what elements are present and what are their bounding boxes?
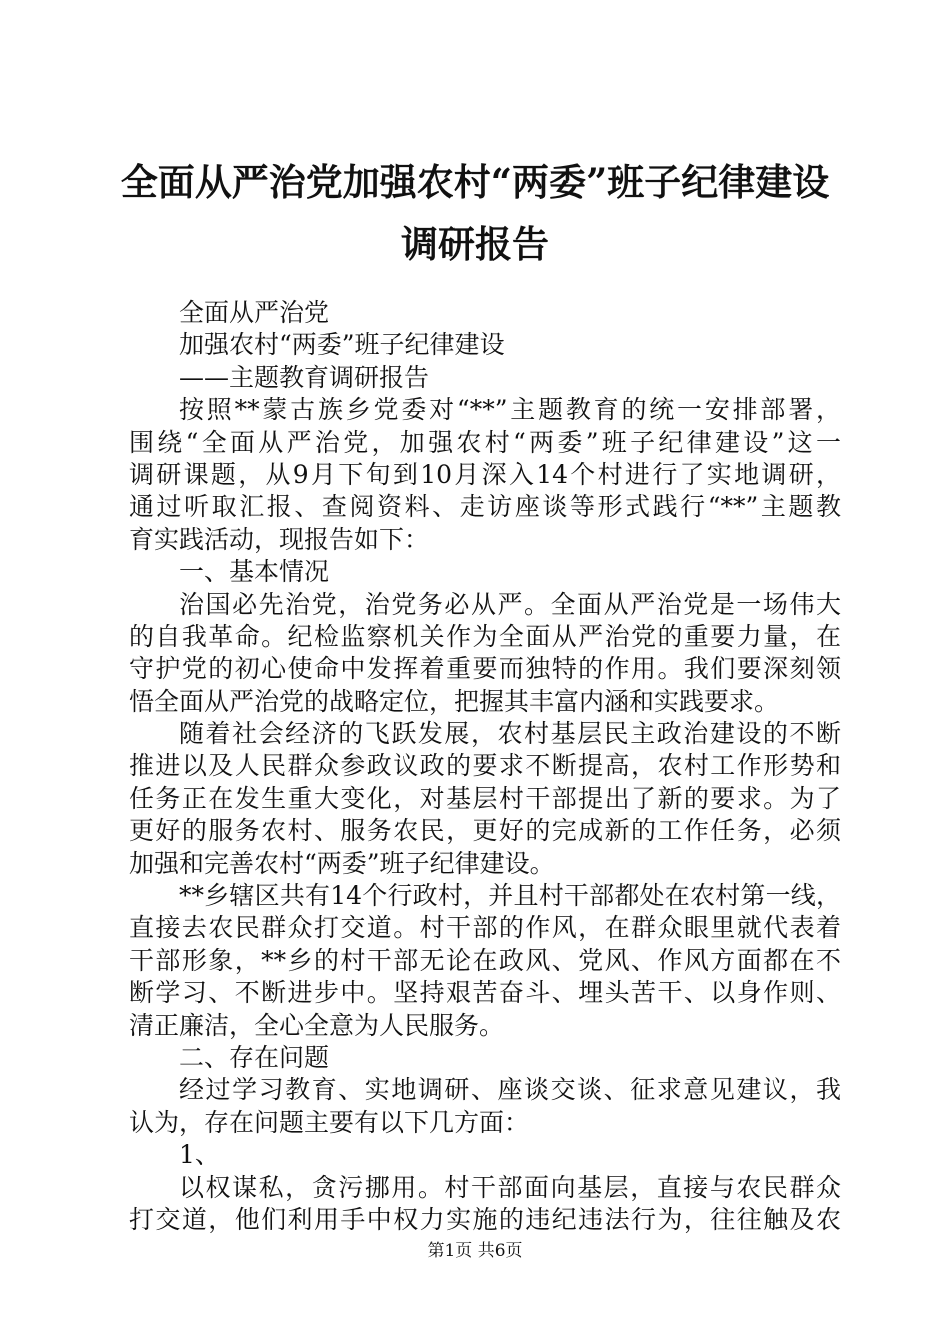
document-title-line-1: 全面从严治党加强农村“两委”班子纪律建设 xyxy=(120,160,830,204)
body-line: 直接去农民群众打交道。村干部的作风，在群众眼里就代表着 xyxy=(129,913,841,943)
body-line: 任务正在发生重大变化，对基层村干部提出了新的要求。为了 xyxy=(129,783,841,813)
body-line: 全面从严治党 xyxy=(179,298,330,327)
body-line: 一、基本情况 xyxy=(179,557,330,587)
body-line: 随着社会经济的飞跃发展，农村基层民主政治建设的不断 xyxy=(179,719,841,749)
body-line: 1、 xyxy=(179,1140,220,1170)
document-title-line-2: 调研报告 xyxy=(401,222,549,266)
body-line: 调研课题，从9月下旬到10月深入14个村进行了实地调研， xyxy=(129,459,841,489)
body-line: 二、存在问题 xyxy=(179,1042,330,1072)
page-footer: 第1页 共6页 xyxy=(427,1241,523,1261)
body-line: 打交道，他们利用手中权力实施的违纪违法行为，往往触及农 xyxy=(129,1204,841,1234)
body-line: 干部形象，**乡的村干部无论在政风、党风、作风方面都在不 xyxy=(129,945,841,975)
body-line: 推进以及人民群众参政议政的要求不断提高，农村工作形势和 xyxy=(129,751,841,781)
body-line: 按照**蒙古族乡党委对“**”主题教育的统一安排部署， xyxy=(179,395,841,425)
body-line: 守护党的初心使命中发挥着重要而独特的作用。我们要深刻领 xyxy=(129,654,841,684)
body-line: 育实践活动，现报告如下： xyxy=(129,524,430,554)
body-line: ——主题教育调研报告 xyxy=(179,362,430,392)
document-body xyxy=(129,297,841,1236)
body-line: 的自我革命。纪检监察机关作为全面从严治党的重要力量，在 xyxy=(129,621,841,651)
body-line: **乡辖区共有14个行政村，并且村干部都处在农村第一线， xyxy=(179,881,841,911)
body-line: 悟全面从严治党的战略定位，把握其丰富内涵和实践要求。 xyxy=(129,686,780,716)
body-line: 经过学习教育、实地调研、座谈交谈、征求意见建议，我 xyxy=(179,1075,841,1105)
body-line: 断学习、不断进步中。坚持艰苦奋斗、埋头苦干、以身作则、 xyxy=(129,978,841,1008)
body-line: 认为，存在问题主要有以下几方面： xyxy=(129,1107,530,1137)
body-line: 治国必先治党，治党务必从严。全面从严治党是一场伟大 xyxy=(179,589,841,619)
body-line: 加强农村“两委”班子纪律建设 xyxy=(179,330,505,360)
body-line: 通过听取汇报、查阅资料、走访座谈等形式践行“**”主题教 xyxy=(129,492,841,522)
body-line: 清正廉洁，全心全意为人民服务。 xyxy=(129,1010,505,1040)
body-line: 围绕“全面从严治党，加强农村“两委”班子纪律建设”这一 xyxy=(129,427,841,457)
body-line: 更好的服务农村、服务农民，更好的完成新的工作任务，必须 xyxy=(129,816,841,846)
body-line: 以权谋私，贪污挪用。村干部面向基层，直接与农民群众 xyxy=(179,1172,841,1202)
body-line: 加强和完善农村“两委”班子纪律建设。 xyxy=(129,848,555,878)
